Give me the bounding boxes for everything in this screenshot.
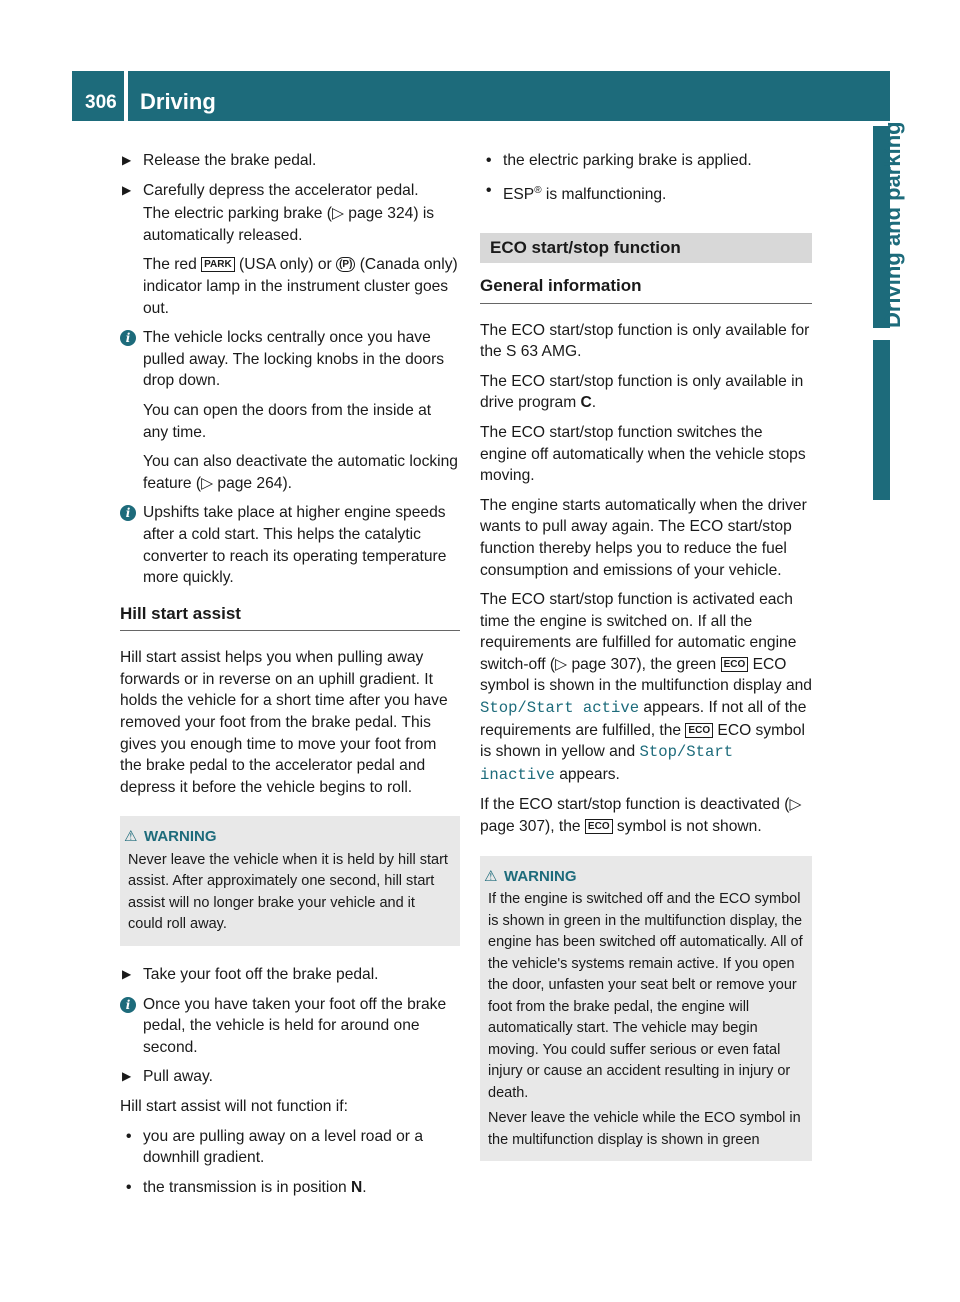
paragraph: The ECO start/stop function switches the engine off automatically when the vehicle stops moving.: [480, 423, 806, 485]
parking-brake-icon: (P): [336, 257, 355, 272]
paragraph: The ECO start/stop function is activated each time the engine is switched on. If all the requirements are fulfilled for automatic engine switch-off (▷ page 307), the green ECO ECO symbol is shown in the multifunction display and Stop/Start active appears. If not all of the requirements are fulfilled, the ECO ECO symbol is shown in yellow and Stop/Start inactive appears.: [480, 591, 812, 784]
page-reference-link[interactable]: page 324: [348, 205, 414, 223]
warning-icon: ⚠: [124, 828, 138, 846]
bullet-icon: •: [486, 152, 492, 169]
info-note: i The vehicle locks centrally once you have pulled away. The locking knobs in the doors drop down.: [120, 327, 460, 392]
step-item: ▶ Release the brake pedal.: [120, 150, 460, 172]
info-note: i Once you have taken your foot off the brake pedal, the vehicle is held for around one second.: [120, 994, 460, 1059]
section-heading: General information: [480, 275, 812, 304]
step-arrow-icon: ▶: [122, 1069, 132, 1084]
step-arrow-icon: ▶: [122, 966, 132, 981]
warning-text: Never leave the vehicle when it is held by hill start assist. After approximately one second, hill start assist will no longer brake your vehicle and it could roll away.: [128, 851, 448, 933]
warning-text: Never leave the vehicle while the ECO symbol in the multifunction display is shown in green: [488, 1110, 801, 1148]
paragraph: The ECO start/stop function is only available for the S 63 AMG.: [480, 321, 810, 361]
eco-icon: ECO: [721, 657, 749, 672]
warning-box: [480, 856, 812, 1162]
side-block: [873, 340, 890, 500]
right-column: [480, 150, 812, 1179]
step-detail: The electric parking brake (▷ page 324) is automatically released.: [143, 205, 435, 244]
info-note: i Upshifts take place at higher engine speeds after a cold start. This helps the catalytic converter to reach its operating temperature more quickly.: [120, 502, 460, 588]
side-label: Driving and parking: [880, 121, 905, 328]
section-heading: Hill start assist: [120, 603, 460, 632]
page-reference-link[interactable]: page 264: [217, 474, 283, 492]
eco-icon: ECO: [685, 723, 713, 738]
info-icon: i: [120, 997, 136, 1013]
section-band: ECO start/stop function: [480, 233, 812, 263]
warning-icon: ⚠: [484, 867, 498, 885]
bullet-item: • the transmission is in position N.: [120, 1177, 460, 1199]
warning-text: If the engine is switched off and the ECO symbol is shown in green in the multifunction display, the engine has been switched off automatically. All of the vehicle's systems remain active. If you open the door, unfasten your seat belt or remove your foot from the brake pedal, the engine will automatically start. The vehicle may begin moving. You could suffer serious or even fatal injury or cause an accident resulting in injury or death.: [488, 891, 803, 1101]
paragraph: If the ECO start/stop function is deactivated (▷ page 307), the ECO symbol is not shown.: [480, 796, 802, 836]
paragraph: The ECO start/stop function is only available in drive program C.: [480, 372, 804, 412]
page-ref-arrow-icon: ▷: [201, 474, 218, 492]
info-icon: i: [120, 330, 136, 346]
bullet-icon: •: [126, 1127, 132, 1145]
page-title: Driving: [140, 89, 216, 114]
warning-box: [120, 816, 460, 946]
page-ref-arrow-icon: ▷: [331, 205, 349, 223]
page-number: 306: [85, 92, 117, 113]
bullet-item: • the electric parking brake is applied.: [480, 150, 812, 172]
eco-icon: ECO: [585, 819, 613, 834]
paragraph: The engine starts automatically when the driver wants to pull away again. The ECO start/stop function thereby helps you to reduce the fuel consumption and emissions of your vehicle.: [480, 496, 807, 579]
park-icon: PARK: [201, 257, 235, 272]
header-divider: [124, 71, 128, 121]
bullet-icon: •: [126, 1178, 132, 1196]
paragraph: Hill start assist will not function if:: [120, 1097, 348, 1115]
step-item: ▶ Take your foot off the brake pedal.: [120, 964, 460, 986]
step-arrow-icon: ▶: [122, 182, 132, 197]
info-note-detail: You can open the doors from the inside at any time.: [143, 401, 432, 441]
step-item: ▶ Carefully depress the accelerator pedal.: [120, 180, 460, 202]
display-message: Stop/Start active: [480, 699, 640, 718]
paragraph: Hill start assist helps you when pulling away forwards or in reverse on an uphill gradient. It holds the vehicle for a short time after you have removed your foot from the brake pedal. This gives you enough time to move your foot from the brake pedal to the accelerator pedal and depress it before the vehicle begins to roll.: [120, 649, 448, 796]
info-note-detail: You can also deactivate the automatic locking feature (▷ page 264).: [143, 453, 458, 492]
bullet-icon: •: [486, 181, 492, 199]
step-arrow-icon: ▶: [122, 153, 132, 167]
warning-title: ⚠ WARNING: [488, 866, 804, 888]
page-reference-link[interactable]: page 307: [480, 818, 546, 836]
info-icon: i: [120, 505, 136, 521]
bullet-item: • ESP® is malfunctioning.: [486, 181, 667, 203]
page-reference-link[interactable]: page 307: [571, 655, 637, 673]
step-detail: The red PARK (USA only) or (P) (Canada only) indicator lamp in the instrument cluster goes out.: [143, 256, 458, 317]
left-column: [120, 150, 460, 1206]
step-item: ▶ Pull away.: [120, 1066, 460, 1088]
page-ref-arrow-icon: ▷: [789, 796, 802, 814]
warning-title: ⚠ WARNING: [128, 826, 452, 848]
page-ref-arrow-icon: ▷: [555, 655, 572, 673]
bullet-item: • you are pulling away on a level road or a downhill gradient.: [126, 1127, 423, 1167]
display-message: Stop/Start inactive: [480, 743, 734, 784]
